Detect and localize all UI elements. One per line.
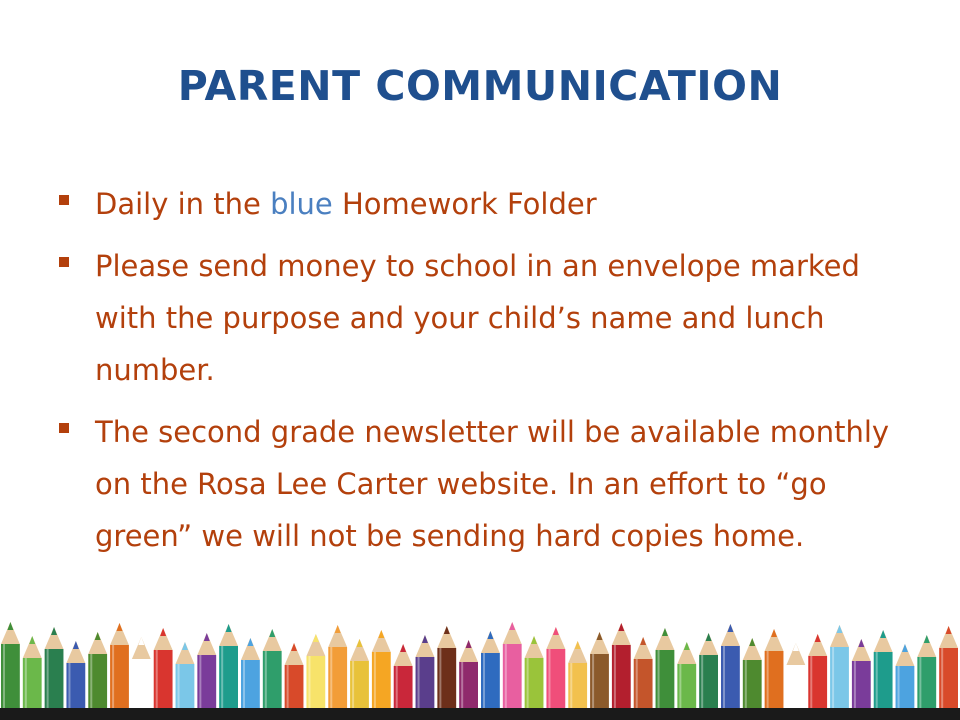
bullet-text-after: Homework Folder bbox=[332, 187, 597, 221]
pencil bbox=[1, 622, 20, 720]
bullet-item-money-envelope bbox=[55, 240, 925, 396]
pencil bbox=[503, 622, 522, 720]
slide-title: PARENT COMMUNICATION bbox=[177, 62, 783, 110]
pencil bbox=[721, 624, 740, 720]
pencil bbox=[241, 638, 260, 720]
bullet-text: The second grade newsletter will be available monthly on the Rosa Lee Carter website. In an effort to “go green” we will not be sending hard copies home. bbox=[95, 415, 890, 553]
bullet-item-newsletter bbox=[55, 406, 925, 562]
pencil bbox=[939, 626, 958, 720]
pencil bbox=[699, 633, 718, 720]
square-bullet-icon bbox=[59, 257, 69, 267]
bullet-text: Please send money to school in an envelope marked with the purpose and your child’s name and lunch number. bbox=[95, 249, 860, 387]
pencil bbox=[590, 632, 609, 720]
pencil bbox=[23, 636, 42, 720]
pencil bbox=[656, 628, 675, 720]
pencil bbox=[328, 625, 347, 720]
pencil bbox=[852, 639, 871, 720]
pencil bbox=[546, 627, 565, 720]
pencil bbox=[808, 634, 827, 720]
pencil bbox=[743, 638, 762, 720]
pencil bbox=[437, 626, 456, 720]
colored-pencils-image bbox=[0, 608, 960, 720]
bullet-list bbox=[55, 178, 925, 562]
pencil bbox=[110, 623, 129, 720]
pencil bbox=[88, 632, 107, 720]
pencil bbox=[306, 634, 325, 720]
pencil bbox=[612, 623, 631, 720]
highlighted-word: blue bbox=[270, 187, 333, 221]
pencil bbox=[197, 633, 216, 720]
pencil bbox=[350, 639, 369, 720]
pencil bbox=[416, 635, 435, 720]
square-bullet-icon bbox=[59, 423, 69, 433]
pencil bbox=[765, 629, 784, 720]
square-bullet-icon bbox=[59, 195, 69, 205]
pencil bbox=[132, 637, 151, 720]
pencil bbox=[917, 635, 936, 720]
pencil bbox=[154, 628, 173, 720]
pencil bbox=[372, 630, 391, 720]
pencil bbox=[830, 625, 849, 720]
bullet-item-homework-folder bbox=[55, 178, 925, 230]
pencil bbox=[481, 631, 500, 720]
pencil bbox=[219, 624, 238, 720]
pencil bbox=[263, 629, 282, 720]
pencil bbox=[525, 636, 544, 720]
pencil bbox=[874, 630, 893, 720]
bottom-band bbox=[0, 708, 960, 720]
pencil bbox=[45, 627, 64, 720]
bullet-text-before: Daily in the bbox=[95, 187, 271, 221]
pencil bbox=[634, 637, 653, 720]
